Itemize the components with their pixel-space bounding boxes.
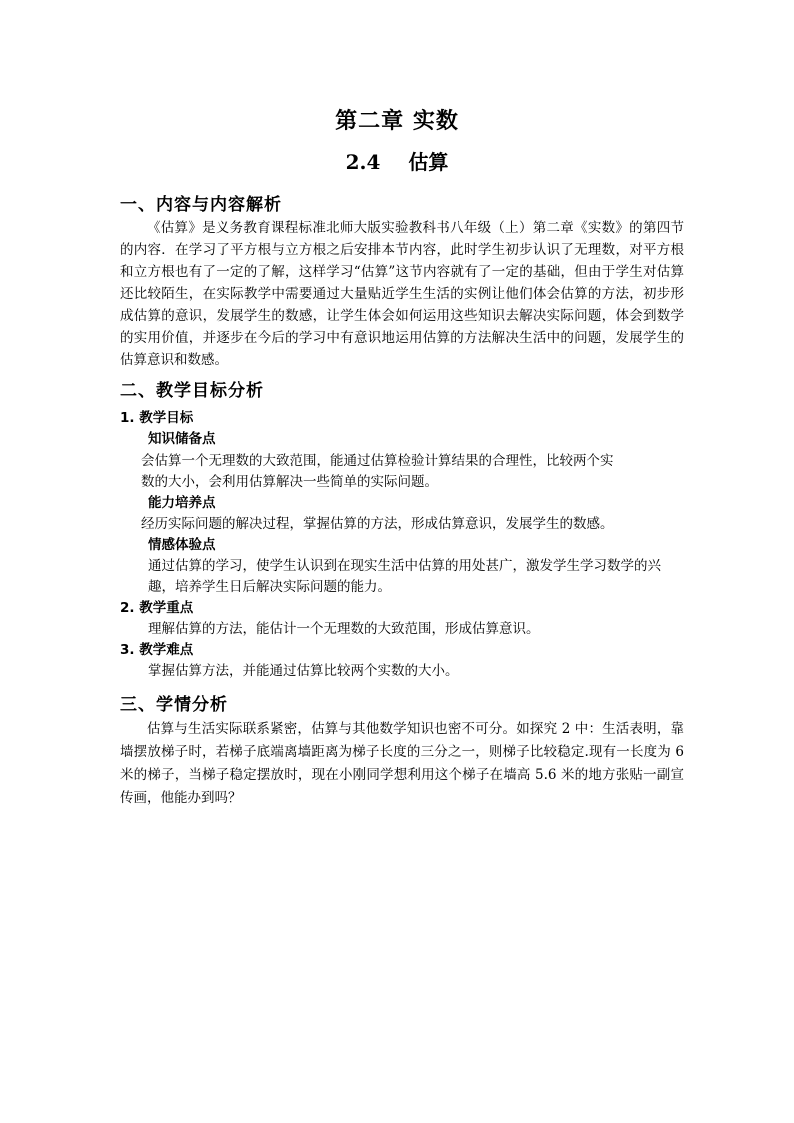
ability-label: 能力培养点 (148, 495, 216, 511)
section-number: 2.4 (345, 150, 381, 174)
knowledge-text-2: 数的大小，会利用估算解决一些简单的实际问题。 (141, 474, 438, 490)
knowledge-label: 知识储备点 (148, 431, 216, 447)
emotion-text-1: 通过估算的学习，使学生认识到在现实生活中估算的用处甚广，激发学生学习数学的兴 (148, 558, 661, 574)
ability-text: 经历实际问题的解决过程，掌握估算的方法，形成估算意识，发展学生的数感。 (141, 516, 614, 532)
heading-teaching-goals: 二、教学目标分析 (120, 381, 264, 401)
difficulty-label: 3. 教学难点 (120, 642, 194, 658)
focus-label: 2. 教学重点 (120, 600, 194, 616)
student-analysis-paragraph: 估算与生活实际联系紧密，估算与其他数学知识也密不可分。如探究 2 中：生活表明，靠墙摆放梯子时，若梯子底端离墙距离为梯子长度的三分之一，则梯子比较稳定.现有一长度为 6 米的梯子，当梯子稳定摆放时，现在小刚同学想利用这个梯子在墙高 5.6 米的地方张贴一副宣传画，他能办到吗？ (120, 721, 684, 806)
focus-text: 理解估算的方法，能估计一个无理数的大致范围，形成估算意识。 (148, 621, 540, 637)
difficulty-text: 掌握估算方法，并能通过估算比较两个实数的大小。 (148, 663, 459, 679)
section-title (0, 146, 794, 175)
content-analysis-paragraph: 《估算》是义务教育课程标准北师大版实验教科书八年级（上）第二章《实数》的第四节的内容．在学习了平方根与立方根之后安排本节内容，此时学生初步认识了无理数，对平方根和立方根也有了一定的了解，这样学习“估算”这节内容就有了一定的基础，但由于学生对估算还比较陌生，在实际教学中需要通过大量贴近学生生活的实例让他们体会估算的方法，初步形成估算的意识，发展学生的数感，让学生体会如何运用这些知识去解决实际问题，体会到数学的实用价值，并逐步在今后的学习中有意识地运用估算的方法解决生活中的问题，发展学生的估算意识和数感。 (120, 220, 684, 368)
knowledge-text-1: 会估算一个无理数的大致范围，能通过估算检验计算结果的合理性，比较两个实 (141, 453, 614, 469)
heading-content-analysis: 一、内容与内容解析 (120, 195, 282, 215)
emotion-label: 情感体验点 (148, 537, 216, 553)
chapter-title: 第二章 实数 (335, 108, 459, 134)
heading-student-analysis: 三、学情分析 (120, 695, 228, 715)
emotion-text-2: 趣，培养学生日后解决实际问题的能力。 (148, 579, 391, 595)
section-name: 估算 (408, 150, 449, 174)
goals-label: 1. 教学目标 (120, 410, 194, 426)
